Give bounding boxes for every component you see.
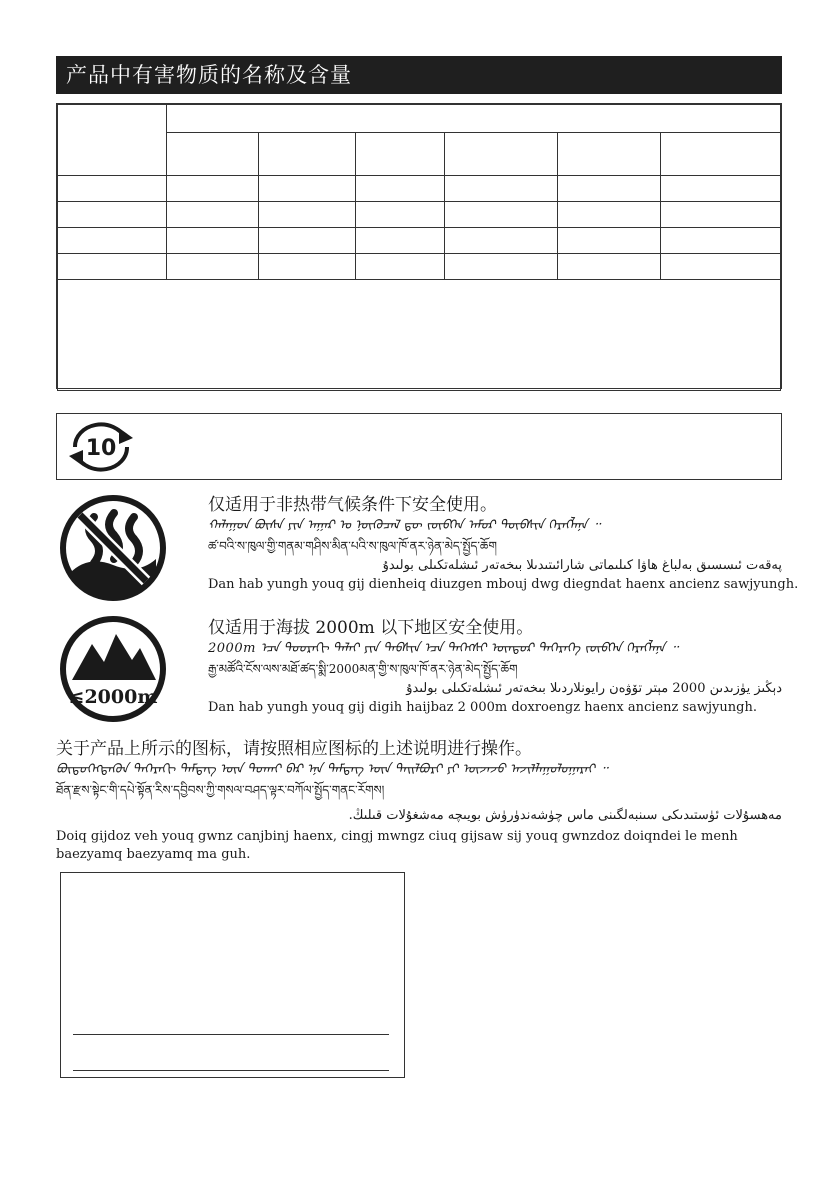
epup-recycle-icon bbox=[63, 420, 139, 474]
section-title: 产品中有害物质的名称及含量 bbox=[56, 56, 782, 94]
table-header-col bbox=[558, 133, 661, 176]
altitude-icon-label: ≤2000m bbox=[68, 686, 158, 708]
climate-warning-block bbox=[208, 494, 799, 594]
signature-box bbox=[60, 872, 405, 1078]
symbol-instruction-block bbox=[56, 738, 782, 864]
symbol-instruction-uyghur: مەھسۇلات ئۈستىدىكى سىنبەلگىنى ماس چۈشەندۈرۈش بويىچە مەشغۇلات قىلىڭ. bbox=[348, 808, 782, 823]
table-header-col bbox=[259, 133, 356, 176]
altitude-warning-uyghur: دېڭىز يۈزىدىن 2000 مېتر تۆۋەن رايونلاردىلا بىخەتەر ئىشلەتكىلى بولىدۇ bbox=[406, 681, 782, 696]
altitude-limit-icon bbox=[58, 614, 168, 724]
symbol-instruction-mongolian: ᠪᠦᠲᠦᠭᠡᠭᠳᠡᠬᠦᠨ ᠳᠡᠭᠡᠷᠡᠬᠢ ᠲᠡᠮᠳᠡᠭ ᠦᠨ ᠲᠤᠬᠠᠢ ᠪᠡᠷ ᠡᠨᠡ ᠲᠡᠮᠳᠡᠭ ᠦᠨ ᠲᠠᠢᠯᠪᠤᠷᠢ ᠶᠢ ᠦᠵᠡᠵᠦ ᠠᠵᠢᠯᠯᠠᠭᠤᠯᠤᠭᠠᠷᠠᠢ ᠃ bbox=[56, 762, 608, 777]
table-header-col bbox=[167, 133, 259, 176]
climate-warning-tibetan: ཚ་བའི་ས་ཁུལ་གྱི་གནམ་གཤིས་མིན་པའི་ས་ཁུལ་ཁོ་ནར་ཉེན་མེད་སྤྱོད་ཆོག bbox=[208, 539, 497, 553]
symbol-instruction-cn: 关于产品上所示的图标，请按照相应图标的上述说明进行操作。 bbox=[56, 739, 532, 759]
table-row bbox=[58, 228, 781, 254]
table-row bbox=[58, 202, 781, 228]
climate-warning-mongolian: ᠬᠠᠯᠠᠭᠤᠨ ᠪᠦᠰᠡ ᠶᠢᠨ ᠠᠭᠠᠷ ᠤ ᠨᠥᠬᠥᠴᠡᠯ ᠳᠦ ᠵᠥᠪᠬᠡᠨ ᠠᠮᠤᠷ ᠲᠦᠪᠰᠢᠨ ᠬᠡᠷᠡᠭᠯᠡᠨᠡ ᠃ bbox=[208, 518, 601, 533]
climate-warning-uyghur: پەقەت ئىسسىق بەلباغ ھاۋا كىلىماتى شارائىتىدىلا بىخەتەر ئىشلەتكىلى بولىدۇ bbox=[382, 558, 782, 573]
hazard-substance-table bbox=[56, 103, 782, 389]
symbol-instruction-tibetan: ཐོན་རྫས་སྟེང་གི་དཔེ་སྟོན་རིས་དབྱིབས་ཀྱི་གསལ་བཤད་ལྟར་བཀོལ་སྤྱོད་གནང་རོགས། bbox=[56, 783, 385, 797]
climate-warning-zhuang: Dan hab yungh youq gij dienheiq diuzgen mbouj dwg diegndat haenx ancienz sawjyungh. bbox=[208, 577, 799, 592]
altitude-warning-cn: 仅适用于海拔 2000m 以下地区安全使用。 bbox=[208, 618, 534, 638]
altitude-warning-tibetan: རྒྱ་མཚོའི་ངོས་ལས་མཐོ་ཚད་སྨི་2000མན་གྱི་ས་ཁུལ་ཁོ་ནར་ཉེན་མེད་སྤྱོད་ཆོག bbox=[208, 662, 518, 676]
table-row bbox=[58, 254, 781, 280]
table-header-col bbox=[356, 133, 445, 176]
table-header-part-name bbox=[58, 105, 167, 176]
altitude-warning-mongolian: 2000m ᠡᠴᠡ ᠳᠣᠣᠷᠠᠬᠢ ᠳᠠᠯᠠᠢ ᠶᠢᠨ ᠲᠡᠪᠰᠢᠨ ᠡᠴᠡ ᠳᠡᠭᠡᠭᠰᠢ ᠥᠨᠳᠥᠷ ᠲᠡᠭᠡᠷᠡᠬᠡ ᠵᠥᠪᠬᠡᠨ ᠬᠡᠷᠡᠭᠯᠡᠨᠡ ᠃ bbox=[208, 641, 678, 656]
date-line bbox=[73, 1070, 389, 1071]
signature-line bbox=[73, 1034, 389, 1035]
symbol-instruction-zhuang: Doiq gijdoz veh youq gwnz canjbinj haenx, cingj mwngz ciuq gijsaw sij youq gwnzdoz doiqndei le menh baezyamq baezyamq ma guh. bbox=[56, 829, 738, 862]
non-tropical-climate-icon bbox=[58, 493, 168, 603]
altitude-warning-block bbox=[208, 617, 782, 717]
climate-warning-cn: 仅适用于非热带气候条件下安全使用。 bbox=[208, 495, 497, 515]
epup-number: 10 bbox=[85, 436, 117, 461]
table-header-col bbox=[445, 133, 558, 176]
hazard-table-grid bbox=[57, 104, 781, 391]
table-header-substances bbox=[167, 105, 781, 133]
altitude-warning-zhuang: Dan hab yungh youq gij digih haijbaz 2 000m doxroengz haenx ancienz sawjyungh. bbox=[208, 700, 757, 715]
pollution-control-box bbox=[56, 413, 782, 480]
table-header-col bbox=[661, 133, 781, 176]
table-footnote bbox=[58, 280, 781, 391]
table-row bbox=[58, 176, 781, 202]
